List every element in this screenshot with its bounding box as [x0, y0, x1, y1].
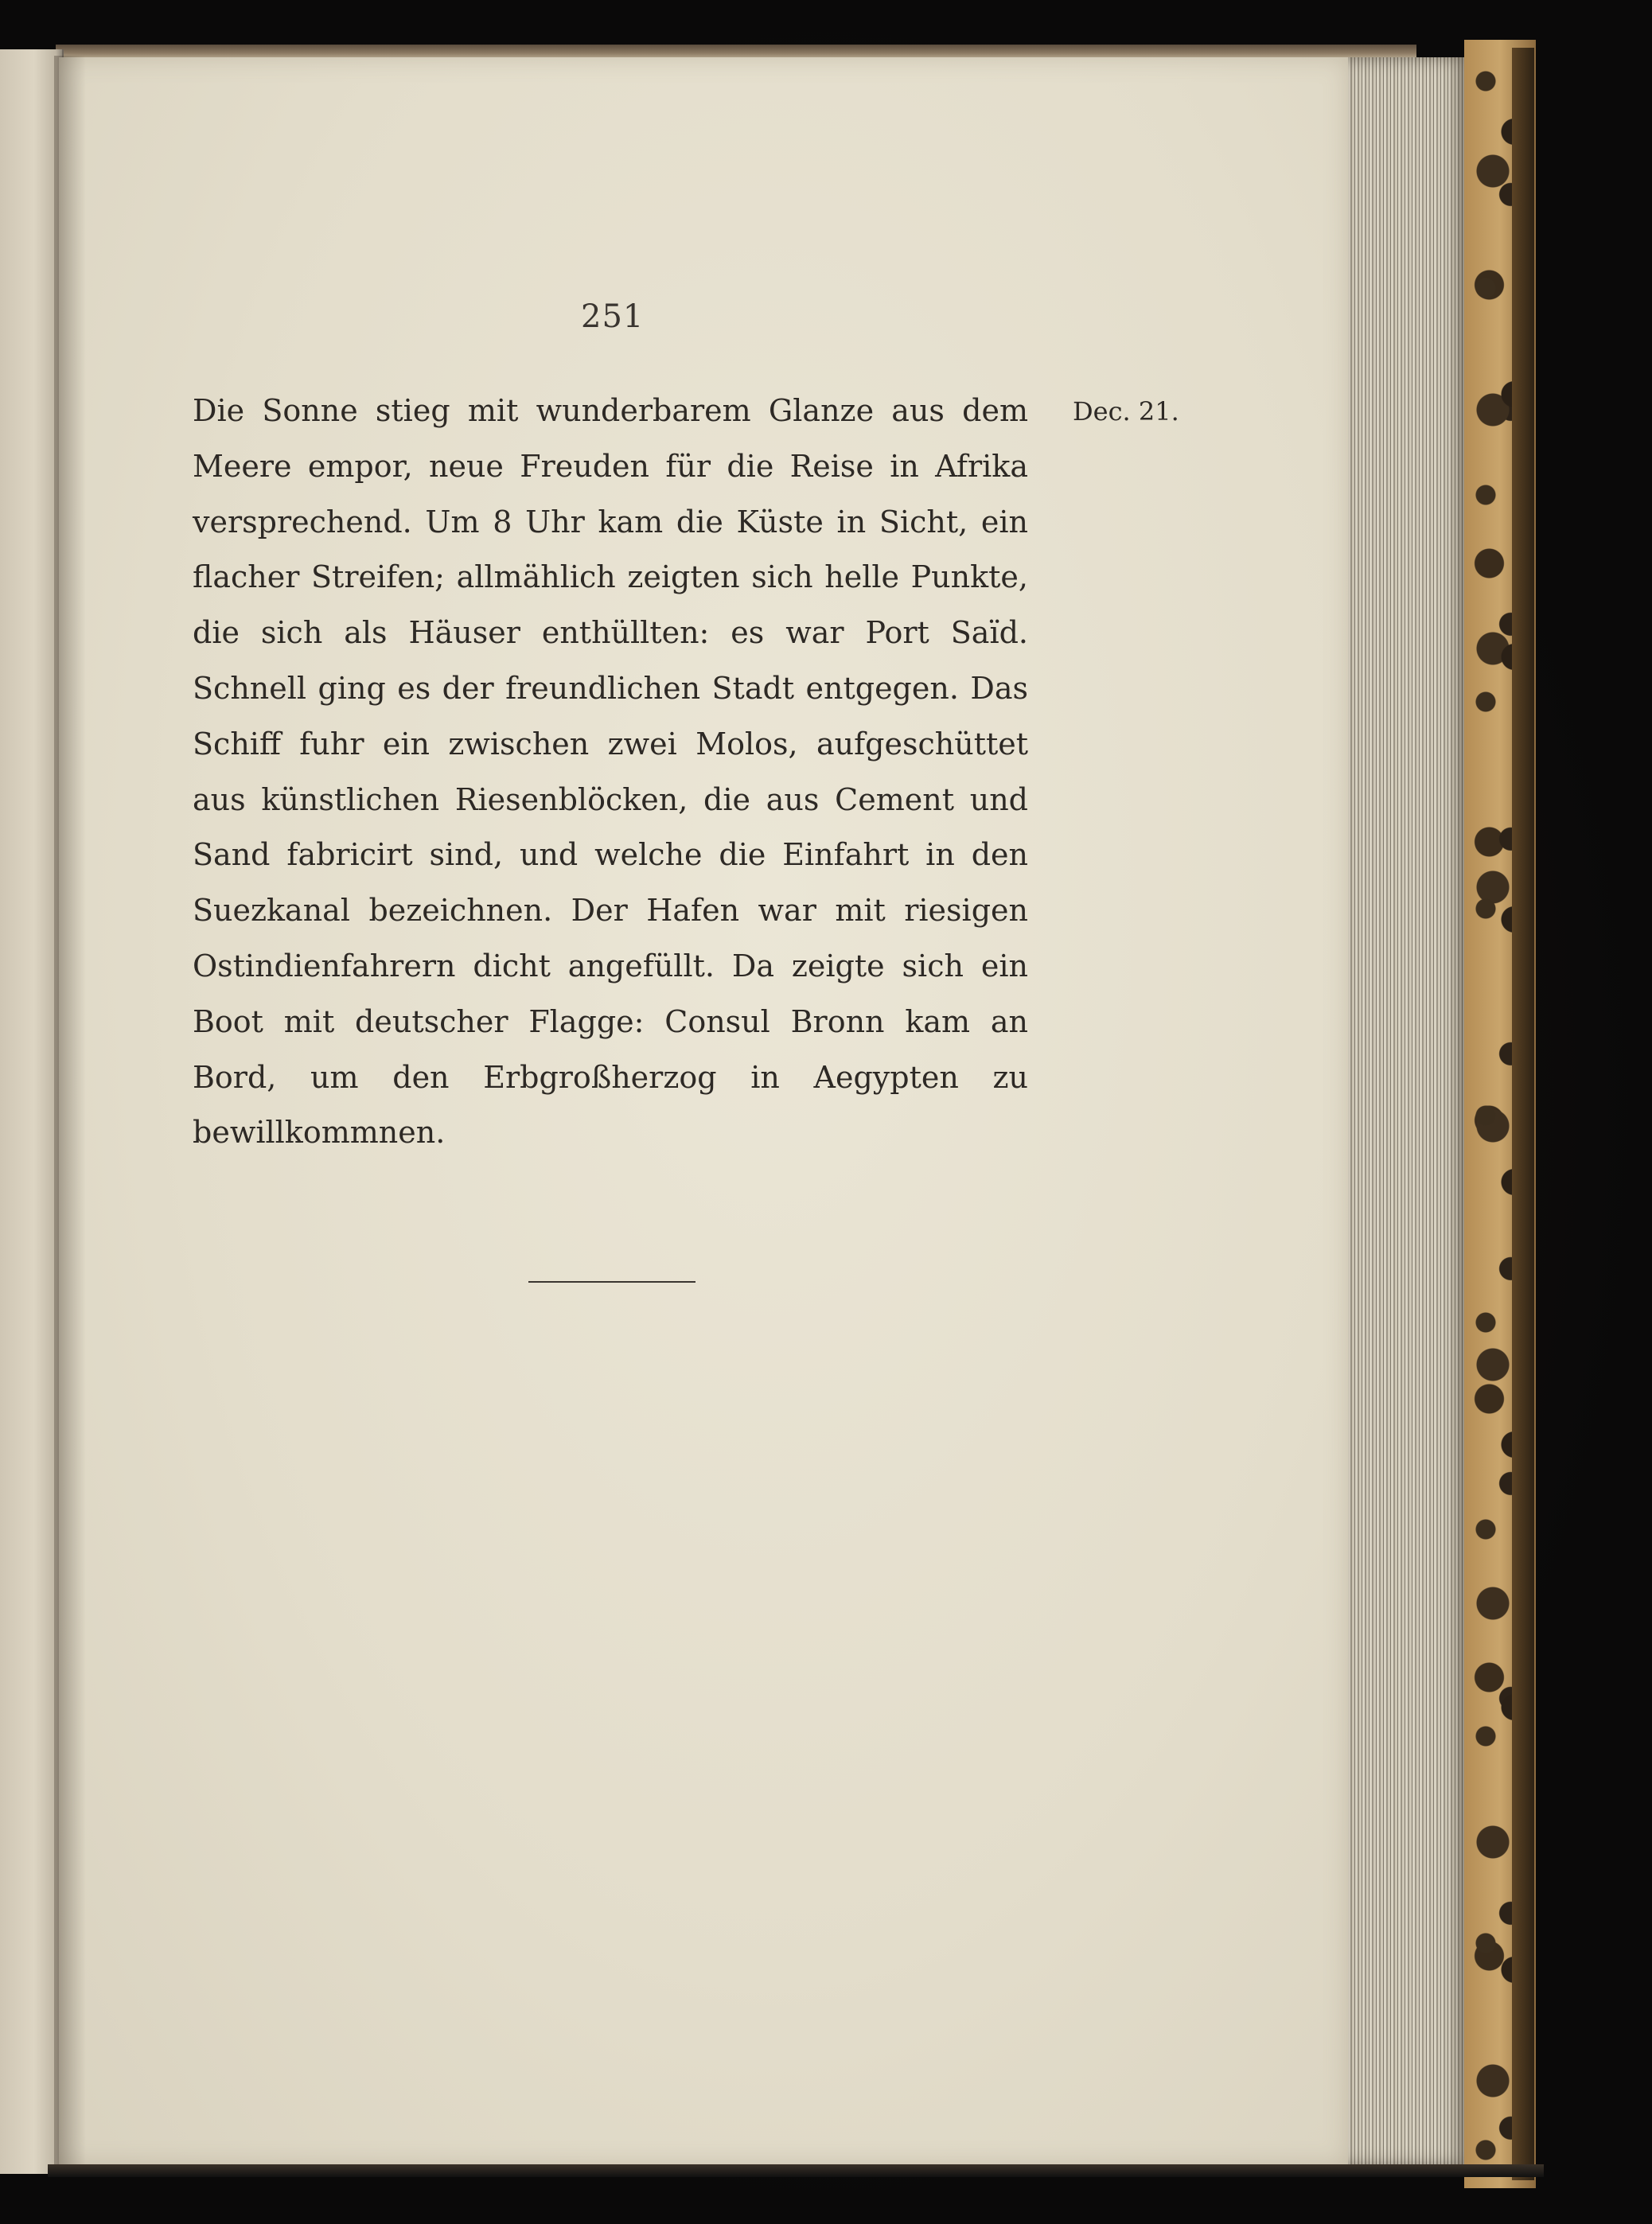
- book-bottom-edge: [48, 2164, 1544, 2177]
- page-stack-edges: [1348, 57, 1467, 2166]
- gutter-shadow: [54, 56, 86, 2172]
- margin-date-note: Dec. 21.: [1073, 396, 1179, 426]
- body-paragraph: Die Sonne stieg mit wunderbarem Glanze aus dem Meere empor, neue Freuden für die Reise in Afrika versprechend. Um 8 Uhr kam die Küste in Sicht, ein flacher Streifen; allmählich zeigten sich helle Punkte, die sich als Häuser enthüllten: es war Port Saïd. Schnell ging es der freundlichen Stadt entgegen. Das Schiff fuhr ein zwischen zwei Molos, aufgeschüttet aus künstlichen Riesenblöcken, die aus Cement und Sand fabricirt sind, und welche die Einfahrt in den Suezkanal bezeichnen. Der Hafen war mit riesigen Ostindienfahrern dicht angefüllt. Da zeigte sich ein Boot mit deutscher Flagge: Consul Bronn kam an Bord, um den Erbgroßherzog in Aegypten zu bewillkommnen.: [193, 393, 1028, 1151]
- section-end-rule: [528, 1281, 695, 1283]
- cover-edge: [1512, 48, 1534, 2180]
- page-number: 251: [581, 298, 645, 335]
